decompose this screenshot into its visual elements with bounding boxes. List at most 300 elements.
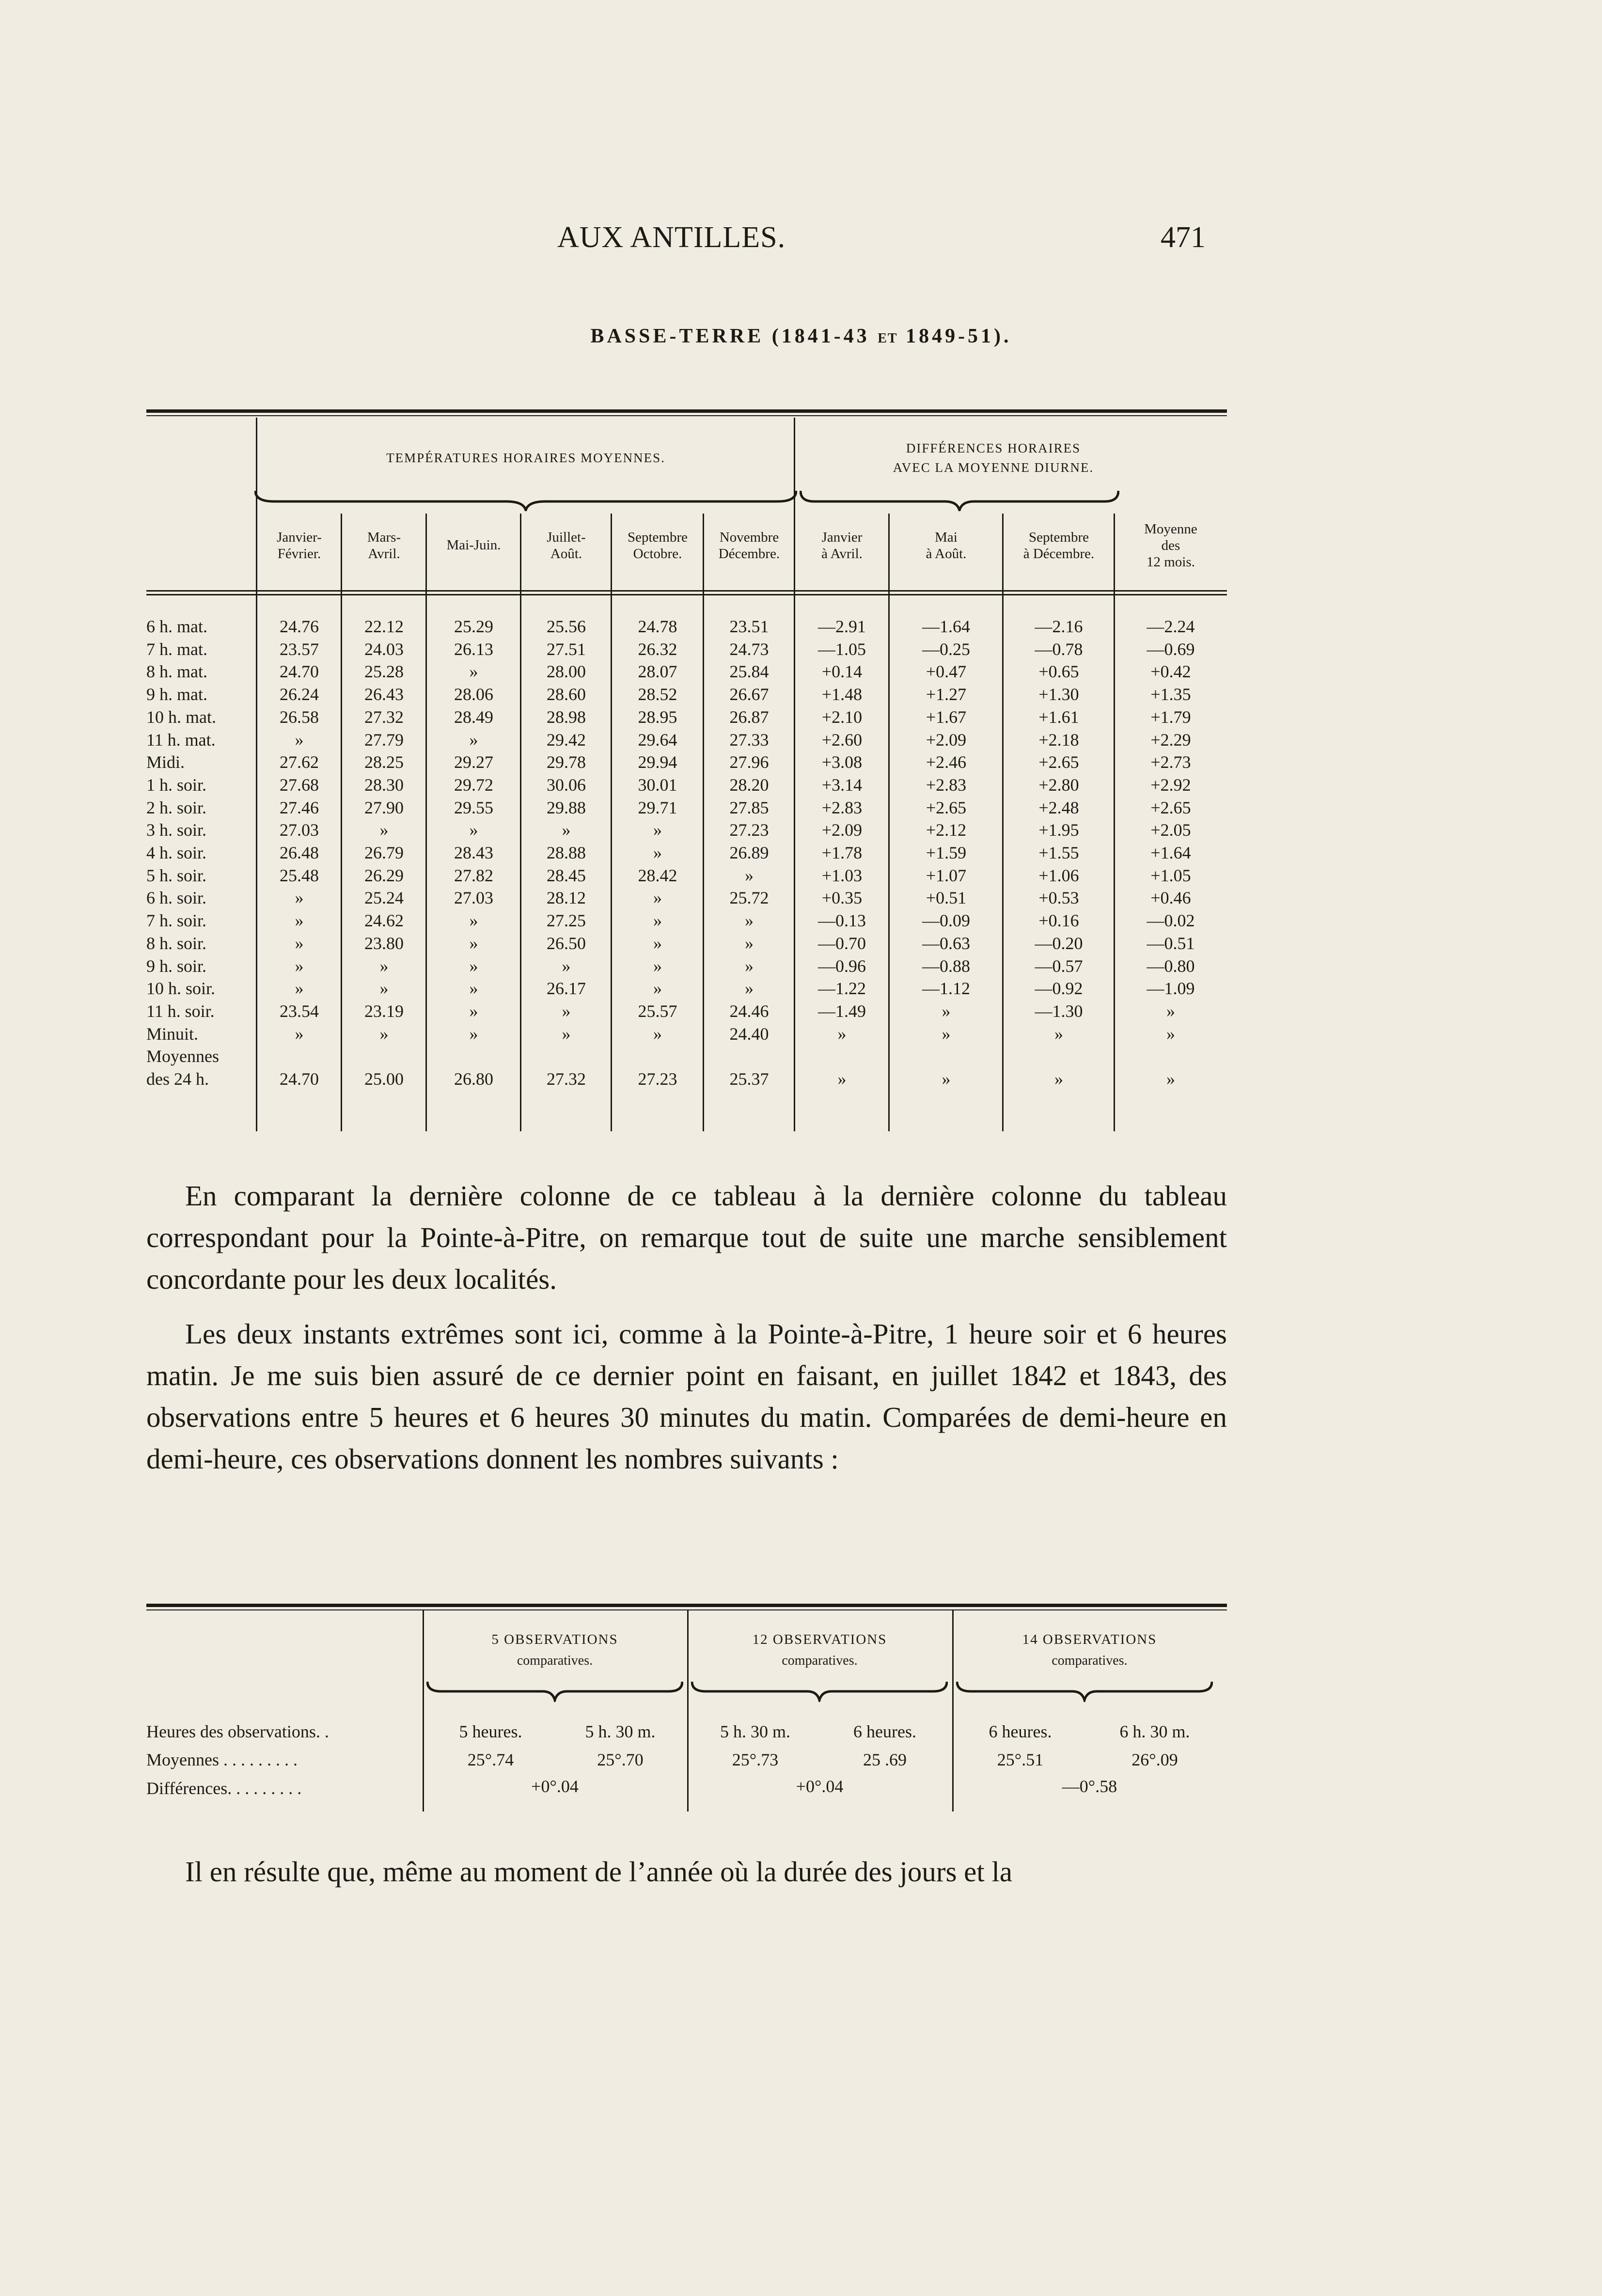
- table-cell: »: [653, 933, 662, 953]
- table-cell: 26.32: [638, 639, 677, 659]
- table-cell: +1.35: [1150, 685, 1191, 704]
- paragraph-3-text: Il en résulte que, même au moment de l’année où la durée des jours et la: [185, 1856, 1013, 1888]
- obs-diff-2: +0°.04: [796, 1777, 844, 1796]
- table-cell: 25.24: [364, 888, 404, 908]
- table-cell: 24.40: [729, 1024, 769, 1044]
- table-cell: 28.07: [638, 662, 677, 682]
- obs-group-3-title: 14 OBSERVATIONS: [1022, 1632, 1157, 1647]
- column-header: [521, 529, 612, 562]
- column-header-line: Janvier: [821, 530, 863, 545]
- column-header: [612, 529, 704, 562]
- table-cell: »: [469, 956, 478, 976]
- obs-diff-3: —0°.58: [1062, 1777, 1117, 1796]
- obs-brace-1: [426, 1679, 683, 1702]
- totals-cell: 27.32: [547, 1069, 586, 1089]
- table-cell: 24.46: [729, 1001, 769, 1021]
- table-cell: +0.46: [1150, 888, 1191, 908]
- table-cell: +1.03: [821, 865, 863, 885]
- header-bottom-rule: [146, 590, 1227, 592]
- table-cell: +2.18: [1038, 730, 1079, 750]
- table-cell: »: [562, 956, 571, 976]
- table-row-label: 11 h. soir.: [146, 1001, 215, 1021]
- table-cell: 25.72: [729, 888, 769, 908]
- column-header: [257, 529, 342, 562]
- table-cell: »: [295, 956, 304, 976]
- table-cell: 28.42: [638, 865, 677, 885]
- column-header-line: 12 mois.: [1147, 554, 1195, 570]
- table-title-place: BASSE-TERRE: [590, 325, 764, 347]
- table-cell: +1.55: [1038, 843, 1079, 862]
- table-cell: 27.51: [547, 639, 586, 659]
- table-cell: —0.13: [818, 911, 866, 931]
- obs-mean-5: 25°.51: [997, 1750, 1044, 1769]
- table-cell: 23.80: [364, 933, 404, 953]
- table-row-label: 2 h. soir.: [146, 797, 207, 817]
- table-cell: 28.25: [364, 752, 404, 772]
- table-cell: »: [1054, 1024, 1063, 1044]
- table-cell: +2.09: [926, 730, 967, 750]
- table-row-label: Minuit.: [146, 1024, 199, 1044]
- table-cell: —1.49: [818, 1001, 866, 1021]
- table-cell: +2.92: [1150, 775, 1191, 795]
- table-cell: —0.51: [1147, 933, 1195, 953]
- paragraph-conclusion: [146, 1851, 1227, 1892]
- table-cell: 24.03: [364, 639, 404, 659]
- table-top-rule: [146, 409, 1227, 413]
- table-row-label: Midi.: [146, 752, 185, 772]
- table-cell: +0.47: [926, 662, 967, 682]
- table-cell: —0.20: [1035, 933, 1083, 953]
- table-cell: 28.45: [547, 865, 586, 885]
- obs-mean-1: 25°.74: [467, 1750, 514, 1769]
- table-cell: 23.54: [280, 1001, 319, 1021]
- table-cell: »: [653, 843, 662, 862]
- table-cell: 26.48: [280, 843, 319, 862]
- table-cell: 29.72: [454, 775, 493, 795]
- table-cell: 28.00: [547, 662, 586, 682]
- table-cell: »: [653, 956, 662, 976]
- table-cell: +0.65: [1038, 662, 1079, 682]
- table-row-label: 1 h. soir.: [146, 775, 207, 795]
- table-cell: —0.78: [1035, 639, 1083, 659]
- table-cell: »: [745, 979, 754, 999]
- table-cell: 29.71: [638, 797, 677, 817]
- column-header-line: Mai-Juin.: [446, 537, 501, 553]
- table-cell: +0.14: [821, 662, 863, 682]
- table-cell: 27.03: [454, 888, 493, 908]
- obs-mean-4: 25 .69: [863, 1750, 907, 1769]
- obs-table-top-rule-thin: [146, 1609, 1227, 1610]
- totals-label: Moyennes: [146, 1046, 219, 1066]
- obs-hour-3: 5 h. 30 m.: [720, 1722, 790, 1741]
- table-cell: +2.10: [821, 707, 863, 727]
- column-header-line: Moyenne: [1144, 521, 1197, 537]
- obs-brace-2: [691, 1679, 948, 1702]
- table-cell: +0.35: [821, 888, 863, 908]
- table-cell: 25.28: [364, 662, 404, 682]
- table-cell: »: [379, 956, 389, 976]
- column-header: [426, 537, 521, 553]
- table-cell: +1.30: [1038, 685, 1079, 704]
- obs-hour-1: 5 heures.: [459, 1722, 522, 1741]
- table-cell: 28.30: [364, 775, 404, 795]
- table-cell: +2.46: [926, 752, 967, 772]
- table-cell: +2.83: [821, 797, 863, 817]
- page-number: 471: [1161, 221, 1206, 254]
- table-cell: »: [745, 956, 754, 976]
- table-cell: 28.06: [454, 685, 493, 704]
- column-header: [889, 529, 1003, 562]
- table-cell: 26.43: [364, 685, 404, 704]
- table-cell: 26.89: [729, 843, 769, 862]
- table-cell: —2.16: [1035, 617, 1083, 636]
- obs-group-2-sub: comparatives.: [782, 1653, 858, 1668]
- table-cell: +1.61: [1038, 707, 1079, 727]
- table-cell: »: [295, 888, 304, 908]
- table-cell: —1.30: [1035, 1001, 1083, 1021]
- paragraph-comparison: [146, 1175, 1227, 1300]
- table-cell: +1.07: [926, 865, 967, 885]
- obs-diff-1: +0°.04: [531, 1777, 579, 1796]
- table-cell: 26.58: [280, 707, 319, 727]
- table-cell: »: [562, 1001, 571, 1021]
- table-cell: —0.70: [818, 933, 866, 953]
- column-header-line: Mars-: [367, 530, 401, 545]
- table-cell: 26.87: [729, 707, 769, 727]
- header-bottom-rule-2: [146, 594, 1227, 595]
- table-cell: »: [295, 730, 304, 750]
- column-header-line: Décembre.: [718, 546, 780, 562]
- table-title-years-1: (1841-43: [771, 325, 870, 347]
- table-cell: »: [295, 1024, 304, 1044]
- table-cell: »: [469, 933, 478, 953]
- table-cell: 27.90: [364, 797, 404, 817]
- table-cell: 29.42: [547, 730, 586, 750]
- totals-cell: 27.23: [638, 1069, 677, 1089]
- column-header-line: des: [1161, 538, 1180, 553]
- table-cell: +1.79: [1150, 707, 1191, 727]
- table-cell: »: [745, 911, 754, 931]
- column-header-line: Février.: [277, 546, 321, 562]
- table-cell: 27.85: [729, 797, 769, 817]
- column-header-line: Janvier-: [277, 530, 322, 545]
- table-cell: —2.24: [1147, 617, 1195, 636]
- table-row-label: 9 h. mat.: [146, 685, 207, 704]
- table-cell: +1.06: [1038, 865, 1079, 885]
- column-header-line: Août.: [550, 546, 582, 562]
- totals-cell: »: [837, 1069, 847, 1089]
- column-header-line: Septembre: [1028, 530, 1089, 545]
- table-cell: »: [1166, 1001, 1175, 1021]
- table-cell: 28.49: [454, 707, 493, 727]
- obs-group-1-title: 5 OBSERVATIONS: [491, 1632, 618, 1647]
- table-cell: »: [469, 911, 478, 931]
- obs-group-3: [952, 1629, 1227, 1671]
- totals-cell: 24.70: [280, 1069, 319, 1089]
- table-cell: 24.73: [729, 639, 769, 659]
- table-cell: 25.56: [547, 617, 586, 636]
- table-cell: 29.64: [638, 730, 677, 750]
- table-cell: +1.48: [821, 685, 863, 704]
- table-top-rule-thin: [146, 415, 1227, 416]
- table-cell: +1.67: [926, 707, 967, 727]
- table-cell: —0.02: [1147, 911, 1195, 931]
- paragraph-extremes: [146, 1313, 1227, 1480]
- table-cell: 24.78: [638, 617, 677, 636]
- table-cell: 28.98: [547, 707, 586, 727]
- table-cell: 26.50: [547, 933, 586, 953]
- table-cell: —0.09: [922, 911, 970, 931]
- table-cell: 28.20: [729, 775, 769, 795]
- table-cell: 28.95: [638, 707, 677, 727]
- obs-hour-4: 6 heures.: [853, 1722, 916, 1741]
- table-cell: »: [653, 979, 662, 999]
- table-cell: +2.73: [1150, 752, 1191, 772]
- table-cell: +0.42: [1150, 662, 1191, 682]
- table-cell: »: [837, 1024, 847, 1044]
- table-cell: »: [942, 1024, 951, 1044]
- column-header: [1003, 529, 1115, 562]
- table-cell: 26.67: [729, 685, 769, 704]
- table-cell: +3.14: [821, 775, 863, 795]
- table-cell: 26.13: [454, 639, 493, 659]
- column-header-line: à Décembre.: [1023, 546, 1095, 562]
- obs-brace-3: [956, 1679, 1213, 1702]
- column-header-line: Septembre: [627, 530, 688, 545]
- table-cell: —1.64: [922, 617, 970, 636]
- table-cell: 30.01: [638, 775, 677, 795]
- table-cell: 25.57: [638, 1001, 677, 1021]
- table-cell: 24.62: [364, 911, 404, 931]
- table-cell: »: [469, 730, 478, 750]
- table-cell: 24.70: [280, 662, 319, 682]
- column-header: [342, 529, 426, 562]
- column-header: [795, 529, 889, 562]
- table-cell: 29.88: [547, 797, 586, 817]
- table-cell: »: [469, 662, 478, 682]
- table-cell: —1.05: [818, 639, 866, 659]
- table-row-label: 3 h. soir.: [146, 820, 207, 840]
- obs-label-differences: Différences. . . . . . . . .: [146, 1779, 302, 1798]
- obs-group-2-title: 12 OBSERVATIONS: [752, 1632, 887, 1647]
- table-cell: »: [295, 979, 304, 999]
- table-cell: 27.68: [280, 775, 319, 795]
- column-header-line: Octobre.: [633, 546, 682, 562]
- table-cell: +2.60: [821, 730, 863, 750]
- table-cell: —0.92: [1035, 979, 1083, 999]
- table-cell: 28.88: [547, 843, 586, 862]
- table-cell: »: [469, 820, 478, 840]
- table-cell: 30.06: [547, 775, 586, 795]
- obs-hour-6: 6 h. 30 m.: [1119, 1722, 1190, 1741]
- totals-cell: »: [942, 1069, 951, 1089]
- obs-group-1-sub: comparatives.: [517, 1653, 593, 1668]
- totals-cell: 25.00: [364, 1069, 404, 1089]
- totals-cell: »: [1166, 1069, 1175, 1089]
- table-cell: 28.12: [547, 888, 586, 908]
- totals-label: des 24 h.: [146, 1069, 209, 1089]
- table-cell: 29.94: [638, 752, 677, 772]
- table-cell: 27.62: [280, 752, 319, 772]
- table-cell: 27.96: [729, 752, 769, 772]
- table-cell: +2.05: [1150, 820, 1191, 840]
- table-cell: +2.83: [926, 775, 967, 795]
- table-cell: 27.33: [729, 730, 769, 750]
- table-cell: +1.27: [926, 685, 967, 704]
- group-header-temperatures: TEMPÉRATURES HORAIRES MOYENNES.: [386, 451, 665, 465]
- table-cell: +2.48: [1038, 797, 1079, 817]
- table-cell: 27.32: [364, 707, 404, 727]
- table-cell: +2.65: [926, 797, 967, 817]
- obs-group-1: [423, 1629, 687, 1671]
- table-title-conj: ET: [878, 331, 898, 346]
- table-row-label: 5 h. soir.: [146, 865, 207, 885]
- table-cell: 27.23: [729, 820, 769, 840]
- table-cell: +1.95: [1038, 820, 1079, 840]
- table-cell: »: [295, 911, 304, 931]
- table-cell: 27.25: [547, 911, 586, 931]
- obs-label-hours: Heures des observations. .: [146, 1722, 329, 1741]
- table-cell: 29.55: [454, 797, 493, 817]
- table-cell: »: [379, 979, 389, 999]
- table-cell: 25.48: [280, 865, 319, 885]
- totals-cell: 25.37: [729, 1069, 769, 1089]
- table-cell: +2.65: [1038, 752, 1079, 772]
- table-row-label: 10 h. mat.: [146, 707, 216, 727]
- column-header-line: à Août.: [926, 546, 967, 562]
- table-cell: +3.08: [821, 752, 863, 772]
- table-cell: —0.57: [1035, 956, 1083, 976]
- table-cell: 23.51: [729, 617, 769, 636]
- table-cell: 25.84: [729, 662, 769, 682]
- table-cell: +2.29: [1150, 730, 1191, 750]
- table-cell: »: [469, 1001, 478, 1021]
- table-cell: 26.17: [547, 979, 586, 999]
- table-cell: »: [562, 820, 571, 840]
- table-cell: —0.88: [922, 956, 970, 976]
- obs-group-2: [687, 1629, 952, 1671]
- table-title-years-2: 1849-51).: [906, 325, 1012, 347]
- table-cell: 29.78: [547, 752, 586, 772]
- table-cell: 27.46: [280, 797, 319, 817]
- table-row-label: 11 h. mat.: [146, 730, 216, 750]
- table-cell: —1.12: [922, 979, 970, 999]
- table-cell: —0.63: [922, 933, 970, 953]
- table-cell: —1.22: [818, 979, 866, 999]
- table-cell: »: [379, 820, 389, 840]
- table-cell: »: [745, 933, 754, 953]
- column-header-line: Avril.: [368, 546, 400, 562]
- table-row-label: 4 h. soir.: [146, 843, 207, 862]
- table-cell: »: [942, 1001, 951, 1021]
- table-cell: »: [745, 865, 754, 885]
- table-cell: 27.03: [280, 820, 319, 840]
- table-cell: 23.19: [364, 1001, 404, 1021]
- column-header-line: Novembre: [719, 530, 779, 545]
- table-cell: —0.25: [922, 639, 970, 659]
- table-cell: 29.27: [454, 752, 493, 772]
- table-cell: +0.16: [1038, 911, 1079, 931]
- table-cell: +2.65: [1150, 797, 1191, 817]
- table-cell: —2.91: [818, 617, 866, 636]
- table-cell: 27.79: [364, 730, 404, 750]
- table-cell: +1.05: [1150, 865, 1191, 885]
- column-header-line: à Avril.: [821, 546, 863, 562]
- obs-mean-6: 26°.09: [1131, 1750, 1178, 1769]
- table-cell: —0.69: [1147, 639, 1195, 659]
- running-title: AUX ANTILLES.: [557, 221, 786, 254]
- table-row-label: 6 h. mat.: [146, 617, 207, 636]
- obs-hour-5: 6 heures.: [989, 1722, 1052, 1741]
- table-cell: »: [295, 933, 304, 953]
- table-cell: »: [469, 979, 478, 999]
- table-cell: »: [562, 1024, 571, 1044]
- table-cell: 28.43: [454, 843, 493, 862]
- column-header: [704, 529, 795, 562]
- table-cell: 25.29: [454, 617, 493, 636]
- table-row-label: 7 h. mat.: [146, 639, 207, 659]
- paragraph-2-text: Les deux instants extrêmes sont ici, comme à la Pointe-à-Pitre, 1 heure soir et 6 heures matin. Je me suis bien assuré de ce dernier point en faisant, en juillet 1842 et 1843, des observations entre 5 heures et 6 heures 30 minutes du matin. Comparées de demi-heure en demi-heure, ces observations donnent les nombres suivants :: [146, 1318, 1227, 1475]
- table-cell: 28.52: [638, 685, 677, 704]
- column-header-line: Mai: [935, 530, 958, 545]
- obs-table-top-rule: [146, 1604, 1227, 1607]
- table-row-label: 6 h. soir.: [146, 888, 207, 908]
- table-cell: »: [469, 1024, 478, 1044]
- totals-cell: 26.80: [454, 1069, 493, 1089]
- table-row-label: 8 h. soir.: [146, 933, 207, 953]
- table-cell: 22.12: [364, 617, 404, 636]
- column-header-line: Juillet-: [547, 530, 586, 545]
- table-cell: »: [1166, 1024, 1175, 1044]
- table-cell: 27.82: [454, 865, 493, 885]
- table-cell: »: [653, 888, 662, 908]
- table-cell: +1.59: [926, 843, 967, 862]
- group-header-differences-2: AVEC LA MOYENNE DIURNE.: [893, 460, 1094, 475]
- totals-cell: »: [1054, 1069, 1063, 1089]
- table-cell: —0.96: [818, 956, 866, 976]
- table-cell: +2.12: [926, 820, 967, 840]
- column-header: [1115, 521, 1227, 570]
- obs-mean-2: 25°.70: [597, 1750, 644, 1769]
- table-cell: 28.60: [547, 685, 586, 704]
- obs-hour-2: 5 h. 30 m.: [585, 1722, 656, 1741]
- table-cell: »: [379, 1024, 389, 1044]
- table-cell: 26.79: [364, 843, 404, 862]
- table-cell: 26.29: [364, 865, 404, 885]
- table-cell: »: [653, 911, 662, 931]
- obs-group-3-sub: comparatives.: [1052, 1653, 1128, 1668]
- group-brace-right: [800, 487, 1119, 511]
- table-cell: 24.76: [280, 617, 319, 636]
- table-cell: +1.78: [821, 843, 863, 862]
- paragraph-1-text: En comparant la dernière colonne de ce tableau à la dernière colonne du tableau correspondant pour la Pointe-à-Pitre, on remarque tout de suite une marche sensiblement concordante pour les deux localités.: [146, 1180, 1227, 1295]
- table-row-label: 8 h. mat.: [146, 662, 207, 682]
- obs-mean-3: 25°.73: [732, 1750, 779, 1769]
- table-cell: +2.80: [1038, 775, 1079, 795]
- table-cell: 26.24: [280, 685, 319, 704]
- table-row-label: 10 h. soir.: [146, 979, 216, 999]
- table-cell: +0.51: [926, 888, 967, 908]
- table-cell: +2.09: [821, 820, 863, 840]
- group-brace-left: [254, 487, 797, 511]
- table-cell: »: [653, 820, 662, 840]
- table-cell: 23.57: [280, 639, 319, 659]
- table-title: [0, 325, 1602, 348]
- table-cell: —0.80: [1147, 956, 1195, 976]
- table-cell: +1.64: [1150, 843, 1191, 862]
- table-row-label: 9 h. soir.: [146, 956, 207, 976]
- table-row-label: 7 h. soir.: [146, 911, 207, 931]
